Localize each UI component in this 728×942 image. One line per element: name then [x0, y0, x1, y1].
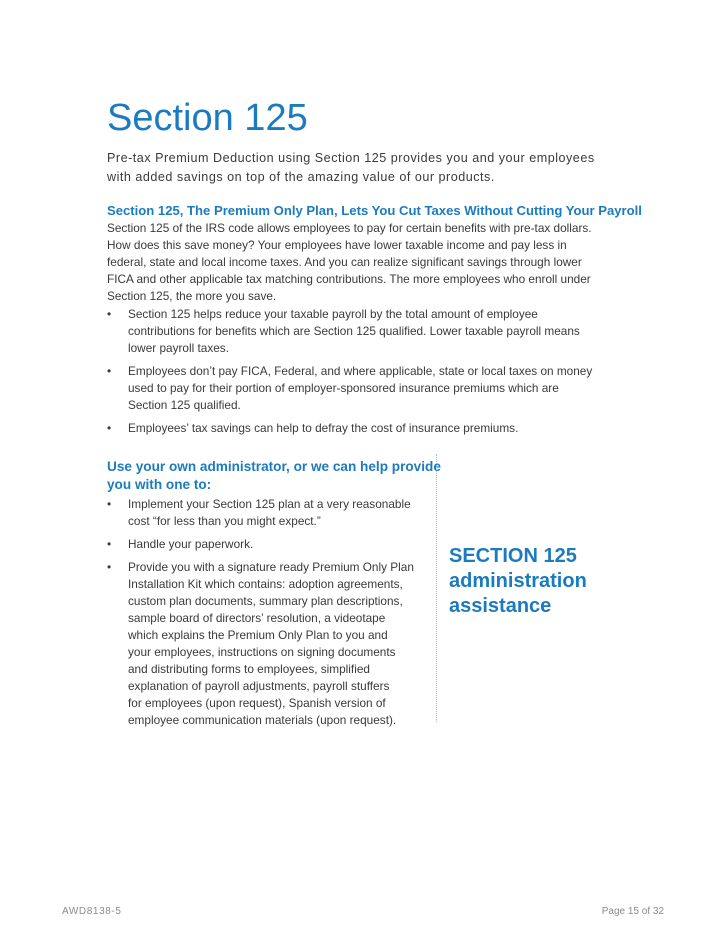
dotted-divider [436, 454, 437, 722]
list-item [107, 536, 437, 553]
list-item-line: Section 125 helps reduce your taxable payroll by the total amount of employee [128, 307, 538, 321]
list-item-line: your employees, instructions on signing documents [128, 645, 396, 659]
paragraph-line: How does this save money? Your employees have lower taxable income and pay less in [107, 238, 567, 252]
heading-line: you with one to: [107, 477, 212, 492]
list-item-line: Provide you with a signature ready Premium Only Plan [128, 560, 414, 574]
bullet-icon: • [107, 421, 112, 435]
list-item-line: used to pay for their portion of employer-sponsored insurance premiums which are [128, 381, 559, 395]
list-item [107, 306, 627, 357]
document-code: AWD8138-5 [62, 906, 122, 917]
paragraph-line: Section 125 of the IRS code allows employees to pay for certain benefits with pre-tax dollars. [107, 221, 592, 235]
page-title: Section 125 [107, 97, 308, 139]
benefits-list [107, 306, 627, 443]
list-item-line: custom plan documents, summary plan descriptions, [128, 594, 403, 608]
list-item-line: sample board of directors’ resolution, a videotape [128, 611, 386, 625]
page-number: Page 15 of 32 [601, 906, 664, 917]
intro-line: with added savings on top of the amazing value of our products. [107, 170, 495, 184]
list-item-line: explanation of payroll adjustments, payroll stuffers [128, 679, 390, 693]
list-item-line: Employees’ tax savings can help to defray the cost of insurance premiums. [128, 421, 519, 435]
bullet-icon: • [107, 560, 112, 574]
list-item-line: employee communication materials (upon request). [128, 713, 397, 727]
bullet-icon: • [107, 364, 112, 378]
list-item [107, 559, 437, 729]
list-item [107, 420, 627, 437]
list-item-line: which explains the Premium Only Plan to you and [128, 628, 388, 642]
list-item-line: lower payroll taxes. [128, 341, 229, 355]
callout-line: SECTION 125 [449, 545, 577, 567]
bullet-icon: • [107, 537, 112, 551]
paragraph-line: FICA and other applicable tax matching contributions. The more employees who enroll under [107, 272, 591, 286]
list-item-line: contributions for benefits which are Section 125 qualified. Lower taxable payroll means [128, 324, 580, 338]
list-item [107, 363, 627, 414]
intro-line: Pre-tax Premium Deduction using Section 125 provides you and your employees [107, 151, 595, 165]
body-paragraph [107, 220, 627, 305]
list-item-line: Handle your paperwork. [128, 537, 254, 551]
section-heading: Section 125, The Premium Only Plan, Lets You Cut Taxes Without Cutting Your Payroll [107, 203, 642, 218]
list-item-line: for employees (upon request), Spanish version of [128, 696, 386, 710]
bullet-icon: • [107, 307, 112, 321]
callout-heading [449, 544, 587, 619]
administrator-heading [107, 458, 441, 494]
list-item-line: Employees don’t pay FICA, Federal, and where applicable, state or local taxes on money [128, 364, 593, 378]
intro-text [107, 149, 647, 187]
administration-list [107, 496, 437, 735]
paragraph-line: Section 125, the more you save. [107, 289, 277, 303]
list-item-line: and distributing forms to employees, simplified [128, 662, 370, 676]
list-item [107, 496, 437, 530]
callout-line: assistance [449, 595, 552, 617]
list-item-line: Implement your Section 125 plan at a very reasonable [128, 497, 411, 511]
list-item-line: Installation Kit which contains: adoption agreements, [128, 577, 403, 591]
paragraph-line: federal, state and local income taxes. And you can realize significant savings through lower [107, 255, 582, 269]
bullet-icon: • [107, 497, 112, 511]
list-item-line: cost “for less than you might expect.” [128, 514, 321, 528]
callout-line: administration [449, 570, 587, 592]
list-item-line: Section 125 qualified. [128, 398, 241, 412]
heading-line: Use your own administrator, or we can help provide [107, 459, 441, 474]
